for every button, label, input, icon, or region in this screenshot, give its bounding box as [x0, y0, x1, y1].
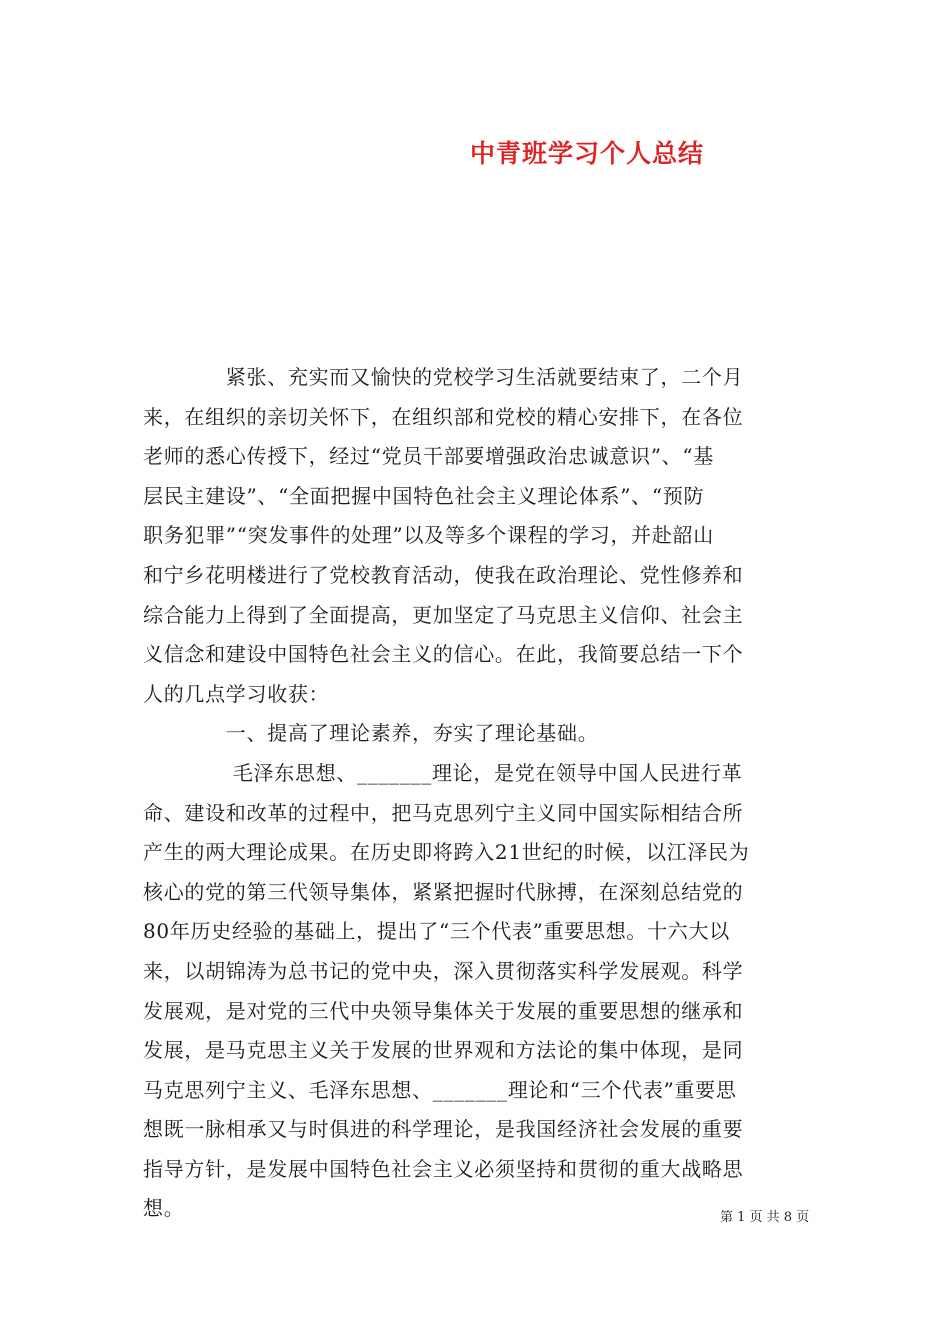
- body-line: 职务犯罪”“突发事件的处理”以及等多个课程的学习，并赴韶山: [143, 523, 714, 548]
- body-line: 想既一脉相承又与时俱进的科学理论，是我国经济社会发展的重要: [143, 1117, 744, 1142]
- body-line: 来，以胡锦涛为总书记的党中央，深入贯彻落实科学发展观。科学: [143, 958, 744, 983]
- body-line: 马克思列宁主义、毛泽东思想、_______理论和“三个代表”重要思: [143, 1077, 737, 1102]
- document-title: 中青班学习个人总结: [470, 139, 705, 168]
- body-line: 义信念和建设中国特色社会主义的信心。在此，我简要总结一下个: [143, 642, 744, 667]
- body-line: 毛泽东思想、_______理论，是党在领导中国人民进行革: [143, 760, 743, 785]
- body-line: 紧张、充实而又愉快的党校学习生活就要结束了，二个月: [143, 365, 744, 389]
- body-line: 综合能力上得到了全面提高，更加坚定了马克思主义信仰、社会主: [143, 602, 744, 627]
- body-line: 想。: [143, 1196, 185, 1221]
- body-line: 核心的党的第三代领导集体，紧紧把握时代脉搏，在深刻总结党的: [143, 879, 744, 904]
- document-body: [143, 358, 813, 1229]
- body-line: 命、建设和改革的过程中，把马克思列宁主义同中国实际相结合所: [143, 800, 744, 825]
- body-line: 发展观，是对党的三代中央领导集体关于发展的重要思想的继承和: [143, 998, 744, 1023]
- body-line: 人的几点学习收获：: [143, 681, 330, 706]
- body-line: 80年历史经验的基础上，提出了“三个代表”重要思想。十六大以: [143, 919, 730, 944]
- body-line: 和宁乡花明楼进行了党校教育活动，使我在政治理论、党性修养和: [143, 562, 744, 587]
- section-heading: 一、提高了理论素养，夯实了理论基础。: [143, 721, 599, 746]
- body-line: 产生的两大理论成果。在历史即将跨入21世纪的时候，以江泽民为: [143, 840, 750, 865]
- body-line: 层民主建设”、“全面把握中国特色社会主义理论体系”、“预防: [143, 483, 705, 508]
- body-line: 来，在组织的亲切关怀下，在组织部和党校的精心安排下，在各位: [143, 404, 744, 429]
- body-line: 老师的悉心传授下，经过“党员干部要增强政治忠诚意识”、“基: [143, 444, 714, 469]
- body-line: 指导方针，是发展中国特色社会主义必须坚持和贯彻的重大战略思: [143, 1156, 744, 1181]
- page-number-footer: 第 1 页 共 8 页: [720, 1210, 810, 1225]
- body-line: 发展，是马克思主义关于发展的世界观和方法论的集中体现，是同: [143, 1038, 744, 1063]
